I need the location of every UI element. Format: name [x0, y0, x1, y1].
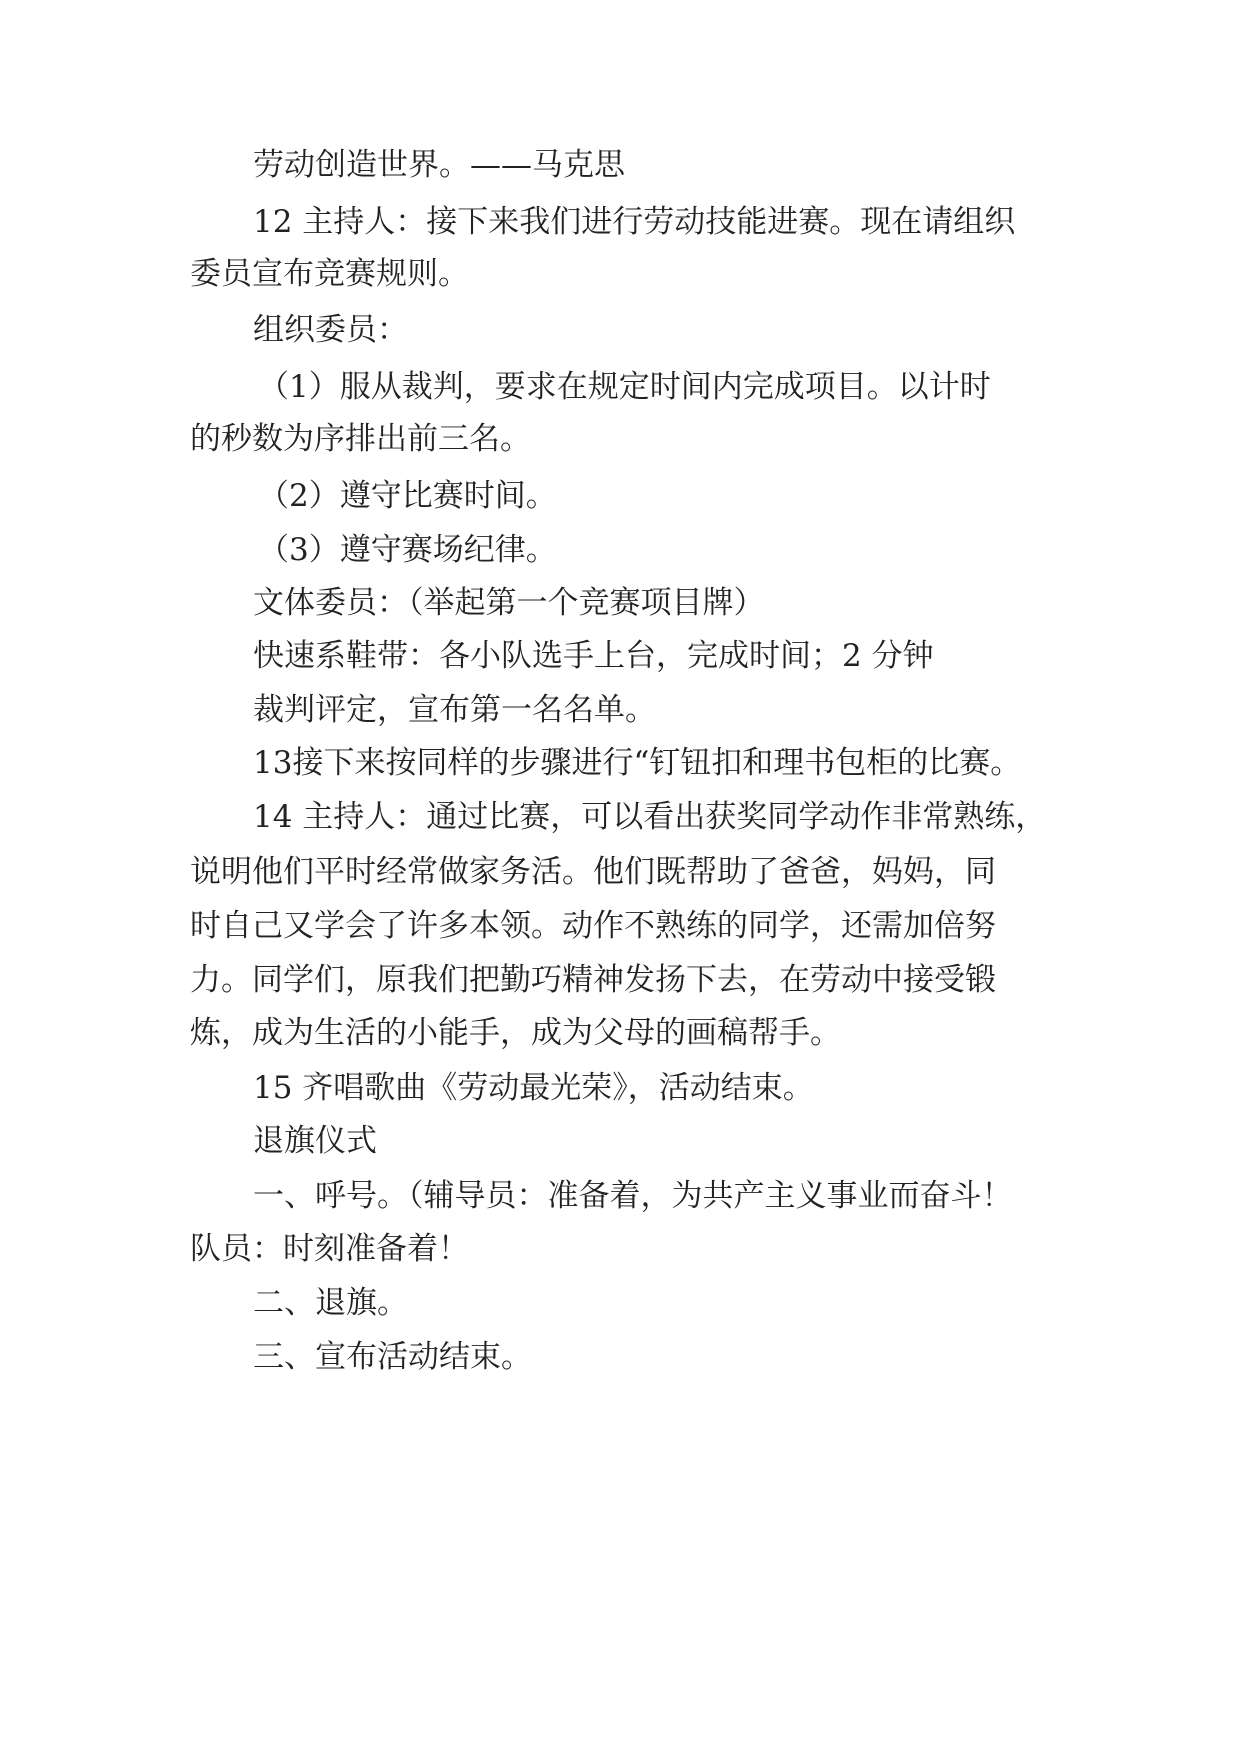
section-heading: 退旗仪式 [253, 1123, 377, 1159]
paragraph-line: 二、退旗。 [253, 1285, 408, 1321]
paragraph-line: 14 主持人：通过比赛，可以看出获奖同学动作非常熟练， [253, 799, 1047, 835]
paragraph-line: 13接下来按同样的步骤进行“钉钮扣和理书包柜的比赛。 [253, 745, 1022, 781]
paragraph-line: 快速系鞋带：各小队选手上台，完成时间；2 分钟 [253, 638, 934, 674]
paragraph-line: 三、宣布活动结束。 [253, 1339, 532, 1375]
rule-item: （3）遵守赛场纪律。 [258, 532, 557, 568]
paragraph-line: 文体委员：（举起第一个竞赛项目牌） [253, 585, 765, 621]
rule-item: （2）遵守比赛时间。 [258, 478, 557, 514]
paragraph-line: 裁判评定，宣布第一名名单。 [253, 692, 656, 728]
paragraph-line: 队员：时刻准备着！ [190, 1231, 469, 1267]
paragraph-line: 一、呼号。（辅导员：准备着，为共产主义事业而奋斗！ [253, 1178, 1013, 1214]
paragraph-line: 力。同学们，原我们把勤巧精神发扬下去，在劳动中接受锻 [190, 962, 996, 998]
paragraph-line: 的秒数为序排出前三名。 [190, 421, 531, 457]
quote-line: 劳动创造世界。——马克思 [253, 147, 625, 183]
paragraph-line: 组织委员： [253, 312, 408, 348]
paragraph-line: 12 主持人：接下来我们进行劳动技能进赛。现在请组织 [253, 204, 1016, 240]
paragraph-line: 说明他们平时经常做家务活。他们既帮助了爸爸，妈妈，同 [190, 854, 996, 890]
paragraph-line: 委员宣布竞赛规则。 [190, 256, 469, 292]
paragraph-line: 时自己又学会了许多本领。动作不熟练的同学，还需加倍努 [190, 908, 996, 944]
paragraph-line: 15 齐唱歌曲《劳动最光荣》，活动结束。 [253, 1070, 814, 1106]
paragraph-line: 炼，成为生活的小能手，成为父母的画稿帮手。 [190, 1015, 841, 1051]
rule-item: （1）服从裁判，要求在规定时间内完成项目。以计时 [258, 369, 991, 405]
